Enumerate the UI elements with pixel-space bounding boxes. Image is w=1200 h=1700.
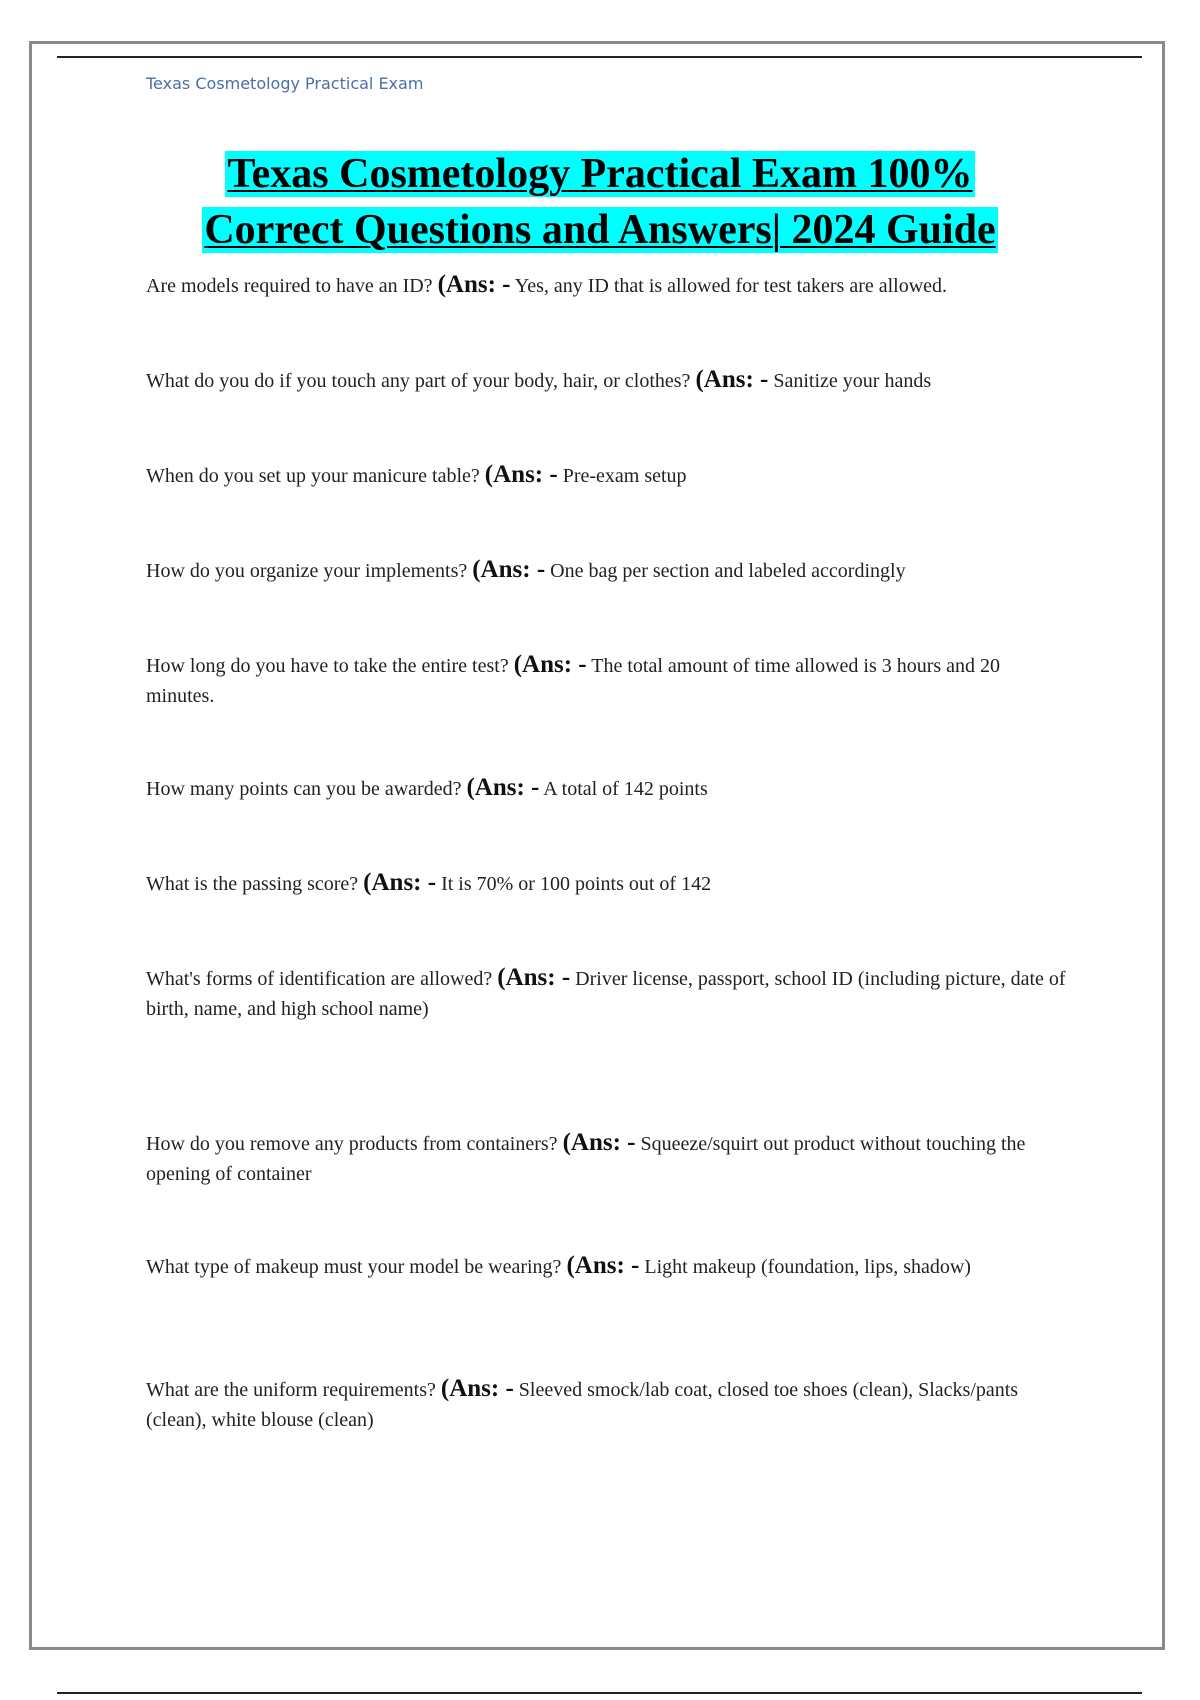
qa-item bbox=[146, 773, 1066, 804]
answer-text: Sleeved smock/lab coat, closed toe shoes (clean), Slacks/pants (clean), white blouse (clean) bbox=[146, 1379, 1019, 1431]
question-text: How do you organize your implements? bbox=[146, 560, 468, 582]
qa-item bbox=[146, 1128, 1066, 1189]
answer-text: Sanitize your hands bbox=[773, 370, 932, 392]
answer-text: The total amount of time allowed is 3 hours and 20 minutes. bbox=[146, 655, 1001, 707]
ans-label: (Ans: - bbox=[484, 461, 558, 488]
question-text: When do you set up your manicure table? bbox=[146, 465, 480, 487]
answer-text: Light makeup (foundation, lips, shadow) bbox=[644, 1256, 971, 1278]
qa-item bbox=[146, 1374, 1066, 1435]
answer-text: Yes, any ID that is allowed for test takers are allowed. bbox=[514, 275, 948, 297]
top-rule bbox=[57, 56, 1142, 58]
ans-label: (Ans: - bbox=[562, 1129, 636, 1156]
title-line-1: Texas Cosmetology Practical Exam 100% bbox=[227, 151, 973, 197]
question-text: What's forms of identification are allowed? bbox=[146, 968, 493, 990]
qa-item bbox=[146, 650, 1066, 711]
running-header: Texas Cosmetology Practical Exam bbox=[146, 74, 424, 93]
ans-label: (Ans: - bbox=[497, 964, 571, 991]
qa-item bbox=[146, 460, 1066, 491]
ans-label: (Ans: - bbox=[566, 1252, 640, 1279]
qa-item bbox=[146, 270, 1066, 301]
answer-text: One bag per section and labeled accordingly bbox=[550, 560, 906, 582]
ans-label: (Ans: - bbox=[363, 869, 437, 896]
question-text: How do you remove any products from containers? bbox=[146, 1133, 558, 1155]
answer-text: It is 70% or 100 points out of 142 bbox=[441, 873, 712, 895]
qa-item bbox=[146, 365, 1066, 396]
bottom-rule bbox=[57, 1692, 1142, 1694]
ans-label: (Ans: - bbox=[695, 366, 769, 393]
ans-label: (Ans: - bbox=[466, 774, 540, 801]
answer-text: Pre-exam setup bbox=[562, 465, 687, 487]
question-text: What type of makeup must your model be wearing? bbox=[146, 1256, 562, 1278]
ans-label: (Ans: - bbox=[472, 556, 546, 583]
qa-item bbox=[146, 555, 1066, 586]
answer-text: A total of 142 points bbox=[543, 778, 708, 800]
ans-label: (Ans: - bbox=[513, 651, 587, 678]
question-text: What are the uniform requirements? bbox=[146, 1379, 436, 1401]
question-text: What is the passing score? bbox=[146, 873, 359, 895]
qa-item bbox=[146, 868, 1066, 899]
document-title bbox=[80, 146, 1120, 258]
qa-item bbox=[146, 963, 1066, 1024]
question-text: Are models required to have an ID? bbox=[146, 275, 433, 297]
question-text: How many points can you be awarded? bbox=[146, 778, 462, 800]
title-line-2: Correct Questions and Answers| 2024 Guide bbox=[204, 207, 996, 253]
qa-item bbox=[146, 1251, 1066, 1282]
ans-label: (Ans: - bbox=[437, 271, 511, 298]
ans-label: (Ans: - bbox=[440, 1375, 514, 1402]
question-text: How long do you have to take the entire test? bbox=[146, 655, 509, 677]
answer-text: Squeeze/squirt out product without touching the opening of container bbox=[146, 1133, 1026, 1185]
answer-text: Driver license, passport, school ID (including picture, date of birth, name, and high school name) bbox=[146, 968, 1066, 1020]
question-text: What do you do if you touch any part of your body, hair, or clothes? bbox=[146, 370, 691, 392]
